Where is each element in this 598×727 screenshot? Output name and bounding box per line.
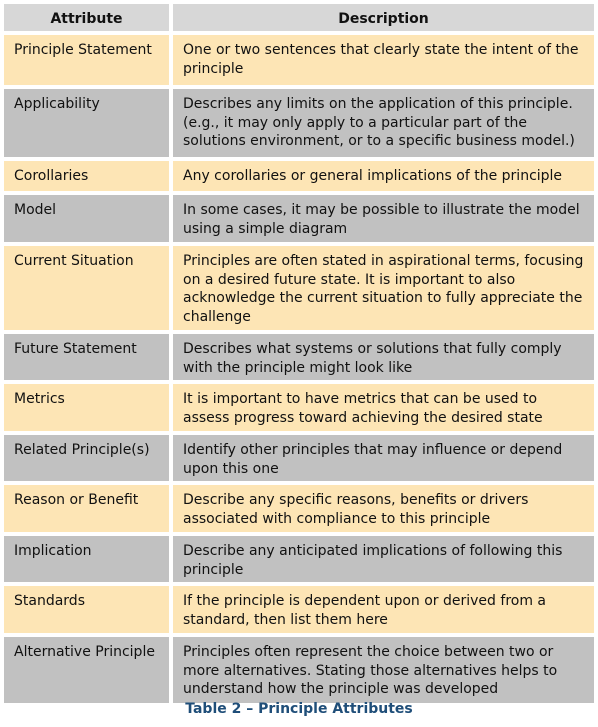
description-cell: One or two sentences that clearly state the intent of the principle xyxy=(173,35,594,85)
description-cell: Describes any limits on the application of this principle. (e.g., it may only apply to a particular part of the solutions environment, or to a specific business model.) xyxy=(173,89,594,157)
description-cell: Principles often represent the choice between two or more alternatives. Stating those alternatives helps to understand how the principle was developed xyxy=(173,637,594,703)
table-row xyxy=(4,246,594,330)
attribute-cell: Metrics xyxy=(4,384,169,431)
description-cell: Identify other principles that may influence or depend upon this one xyxy=(173,435,594,481)
attribute-cell: Alternative Principle xyxy=(4,637,169,703)
description-cell: If the principle is dependent upon or derived from a standard, then list them here xyxy=(173,586,594,633)
description-cell: Describes what systems or solutions that fully comply with the principle might look like xyxy=(173,334,594,380)
table-row xyxy=(4,195,594,242)
description-cell: Any corollaries or general implications of the principle xyxy=(173,161,594,191)
attribute-cell: Standards xyxy=(4,586,169,633)
table-row xyxy=(4,485,594,532)
attribute-cell: Related Principle(s) xyxy=(4,435,169,481)
description-cell: Describe any specific reasons, benefits or drivers associated with compliance to this principle xyxy=(173,485,594,532)
attribute-cell: Current Situation xyxy=(4,246,169,330)
header-attribute: Attribute xyxy=(4,4,169,31)
attribute-cell: Future Statement xyxy=(4,334,169,380)
attribute-cell: Implication xyxy=(4,536,169,582)
header-description: Description xyxy=(173,4,594,31)
attribute-cell: Corollaries xyxy=(4,161,169,191)
table-row xyxy=(4,161,594,191)
table-row xyxy=(4,637,594,703)
principle-attributes-table xyxy=(4,4,594,707)
table-row xyxy=(4,384,594,431)
attribute-cell: Model xyxy=(4,195,169,242)
table-row xyxy=(4,586,594,633)
table-caption: Table 2 – Principle Attributes xyxy=(185,701,413,717)
table-row xyxy=(4,35,594,85)
description-cell: In some cases, it may be possible to illustrate the model using a simple diagram xyxy=(173,195,594,242)
description-cell: Principles are often stated in aspirational terms, focusing on a desired future state. It is important to also acknowledge the current situation to fully appreciate the challenge xyxy=(173,246,594,330)
table-header-row xyxy=(4,4,594,31)
table-row xyxy=(4,89,594,157)
table-row xyxy=(4,334,594,380)
table-row xyxy=(4,536,594,582)
table-row xyxy=(4,435,594,481)
description-cell: It is important to have metrics that can be used to assess progress toward achieving the desired state xyxy=(173,384,594,431)
attribute-cell: Applicability xyxy=(4,89,169,157)
attribute-cell: Reason or Benefit xyxy=(4,485,169,532)
attribute-cell: Principle Statement xyxy=(4,35,169,85)
description-cell: Describe any anticipated implications of following this principle xyxy=(173,536,594,582)
